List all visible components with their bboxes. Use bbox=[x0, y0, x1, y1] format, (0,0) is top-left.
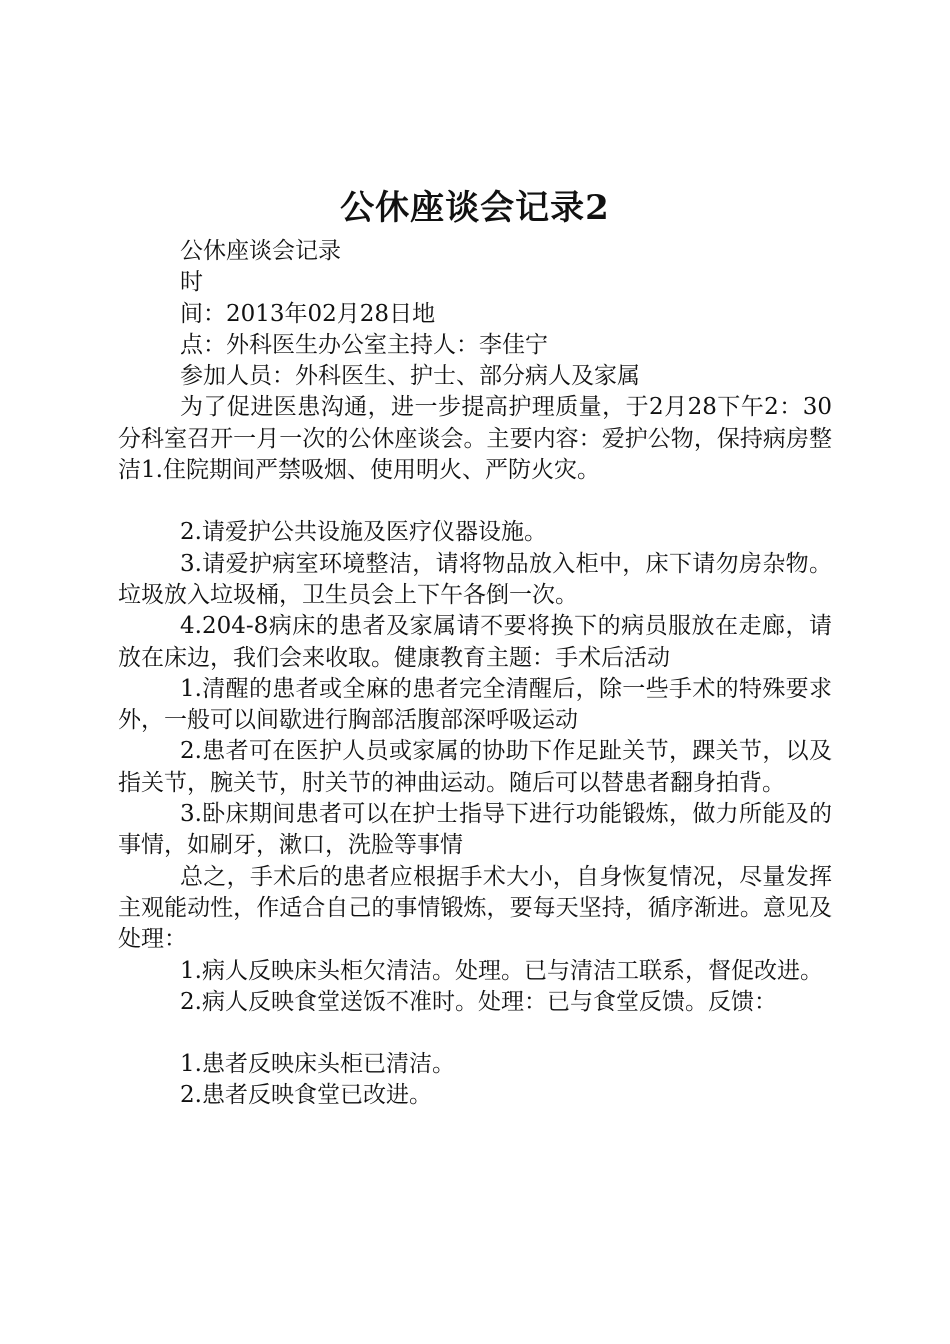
paragraph-opinion-1: 1.病人反映床头柜欠清洁。处理。已与清洁工联系，督促改进。 bbox=[180, 957, 823, 984]
paragraph-intro: 为了促进医患沟通，进一步提高护理质量，于2月28下午2：30分科室召开一月一次的公休座谈会。主要内容：爱护公物，保持病房整洁1.住院期间严禁吸烟、使用明火、严防火灾。 bbox=[118, 394, 832, 484]
paragraph-attendees: 参加人员：外科医生、护士、部分病人及家属 bbox=[180, 363, 640, 390]
paragraph-feedback-1: 1.患者反映床头柜已清洁。 bbox=[180, 1051, 455, 1078]
paragraph-feedback-2: 2.患者反映食堂已改进。 bbox=[180, 1082, 432, 1109]
paragraph-item-2: 2.请爱护公共设施及医疗仪器设施。 bbox=[180, 519, 547, 546]
paragraph-opinion-2: 2.病人反映食堂送饭不准时。处理：已与食堂反馈。反馈： bbox=[180, 988, 777, 1015]
paragraph-activity-2: 2.患者可在医护人员或家属的协助下作足趾关节，踝关节，以及指关节，腕关节，肘关节的神曲运动。随后可以替患者翻身拍背。 bbox=[118, 738, 832, 796]
paragraph-activity-3: 3.卧床期间患者可以在护士指导下进行功能锻炼，做力所能及的事情，如刷牙，漱口，洗脸等事情 bbox=[118, 801, 832, 859]
paragraph-item-3: 3.请爱护病室环境整洁，请将物品放入柜中，床下请勿房杂物。垃圾放入垃圾桶，卫生员会上下午各倒一次。 bbox=[118, 550, 832, 608]
paragraph-date: 间：2013年02月28日地 bbox=[180, 300, 436, 327]
paragraph-location-host: 点：外科医生办公室主持人：李佳宁 bbox=[180, 331, 548, 358]
paragraph-item-4: 4.204-8病床的患者及家属请不要将换下的病员服放在走廊，请放在床边，我们会来收取。健康教育主题：手术后活动 bbox=[118, 613, 832, 671]
paragraph-heading: 公休座谈会记录 bbox=[180, 238, 341, 264]
paragraph-time-label: 时 bbox=[180, 269, 203, 296]
document-body bbox=[118, 236, 832, 1112]
document-title: 公休座谈会记录2 bbox=[340, 188, 610, 228]
paragraph-summary: 总之，手术后的患者应根据手术大小，自身恢复情况，尽量发挥主观能动性，作适合自己的事情锻炼，要每天坚持，循序渐进。意见及处理： bbox=[118, 863, 832, 953]
paragraph-activity-1: 1.清醒的患者或全麻的患者完全清醒后，除一些手术的特殊要求外，一般可以间歇进行胸部活腹部深呼吸运动 bbox=[118, 675, 832, 734]
